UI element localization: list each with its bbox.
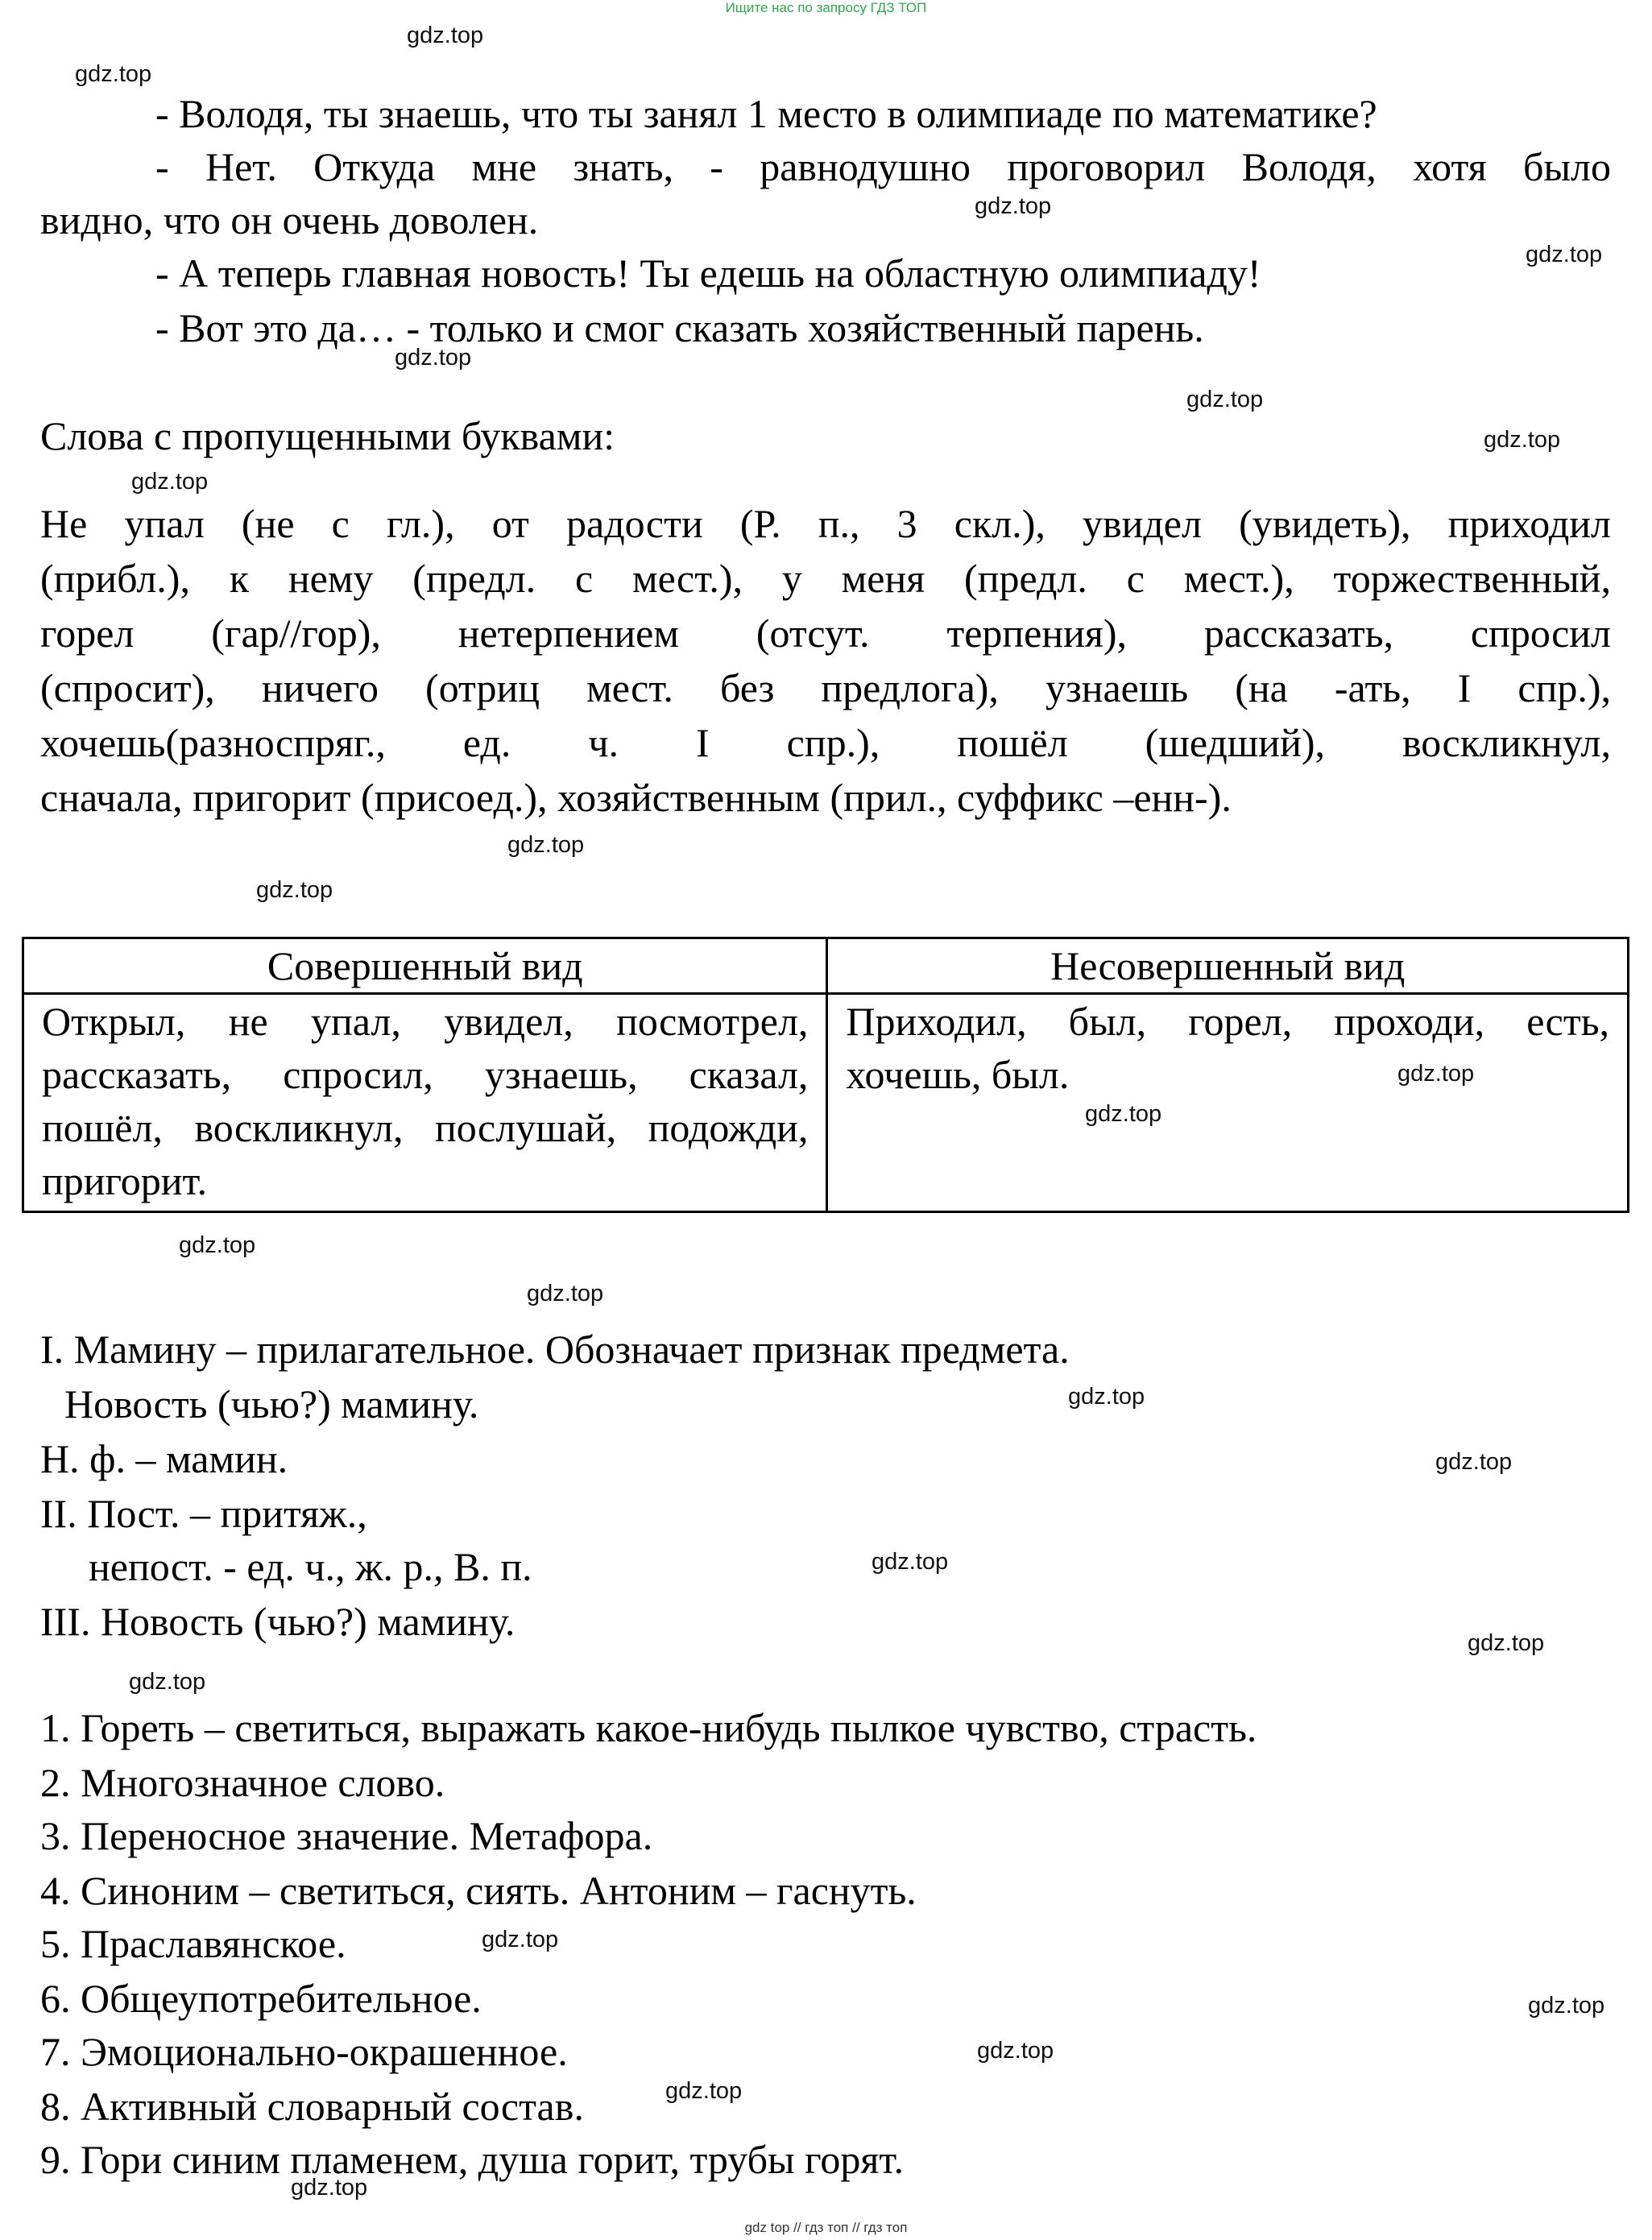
watermark: gdz.top [256,877,333,903]
word-analysis-item: 9. Гори синим пламенем, душа горит, трубы горят. [40,2137,904,2182]
word-analysis-item: 1. Гореть – светиться, выражать какое-нибудь пылкое чувство, страсть. [40,1705,1257,1750]
word-analysis-item: 5. Праславянское. [40,1921,346,1966]
watermark: gdz.top [407,23,484,48]
watermark: gdz.top [131,469,209,495]
dialogue-line: - А теперь главная новость! Ты едешь на областную олимпиаду! [155,250,1261,296]
watermark: gdz.top [1528,1993,1605,2018]
watermark: gdz.top [977,2038,1054,2064]
word-analysis-item: 6. Общеупотребительное. [40,1976,482,2021]
cell-imperfective: Приходил, был, горел, проходи, есть, хочешь, был. [827,994,1629,1212]
morph-line: I. Мамину – прилагательное. Обозначает признак предмета. [40,1327,1070,1372]
watermark: gdz.top [1186,387,1264,412]
watermark: gdz.top [1468,1630,1545,1656]
watermark: gdz.top [129,1669,206,1695]
morph-line: Новость (чью?) мамину. [64,1381,479,1426]
watermark: gdz.top [395,345,472,371]
watermark: gdz.top [1068,1384,1145,1410]
watermark: gdz.top [1435,1449,1513,1475]
morph-line: Н. ф. – мамин. [40,1436,288,1481]
dialogue-line: - Вот это да… - только и смог сказать хозяйственный парень. [155,305,1204,350]
dialogue-line: видно, что он очень доволен. [40,197,539,242]
morph-line: III. Новость (чью?) мамину. [40,1599,515,1644]
missing-letters-line: сначала, пригорит (присоед.), хозяйственным (прил., суффикс –енн-). [40,775,1232,820]
top-banner: Ищите нас по запросу ГДЗ ТОП [725,0,927,15]
watermark: gdz.top [872,1549,949,1575]
word-analysis-item: 3. Переносное значение. Метафора. [40,1813,653,1858]
section-title: Слова с пропущенными буквами: [40,413,615,458]
watermark: gdz.top [527,1281,604,1306]
morph-line: непост. - ед. ч., ж. р., В. п. [89,1544,532,1589]
watermark: gdz.top [507,832,585,858]
watermark: gdz.top [1397,1061,1475,1087]
word-analysis-item: 2. Многозначное слово. [40,1760,445,1805]
bottom-banner: gdz top // гдз топ // гдз топ [744,2220,908,2235]
morph-line: II. Пост. – притяж., [40,1491,367,1536]
missing-letters-line: горел (гар//гор), нетерпением (отсут. терпения), рассказать, спросил [40,611,1611,656]
watermark: gdz.top [665,2078,743,2104]
missing-letters-line: (спросит), ничего (отриц мест. без предлога), узнаешь (на -ать, I спр.), [40,665,1611,710]
watermark: gdz.top [1484,427,1561,453]
watermark: gdz.top [482,1927,559,1952]
missing-letters-line: хочешь(разноспряг., ед. ч. I спр.), пошёл (шедший), воскликнул, [40,720,1611,765]
dialogue-line: - Нет. Откуда мне знать, - равнодушно проговорил Володя, хотя было [155,144,1611,189]
watermark: gdz.top [179,1232,256,1258]
watermark: gdz.top [975,193,1052,219]
watermark: gdz.top [1526,242,1603,267]
missing-letters-line: Не упал (не с гл.), от радости (Р. п., 3 скл.), увидел (увидеть), приходил [40,501,1611,546]
aspect-table [22,937,1629,1213]
header-imperfective: Несовершенный вид [827,938,1629,994]
cell-perfective: Открыл, не упал, увидел, посмотрел, рассказать, спросил, узнаешь, сказал, пошёл, воскликнул, послушай, подожди, пригорит. [23,994,827,1212]
missing-letters-line: (прибл.), к нему (предл. с мест.), у меня (предл. с мест.), торжественный, [40,556,1611,601]
dialogue-line: - Володя, ты знаешь, что ты занял 1 место в олимпиаде по математике? [155,91,1377,136]
word-analysis-item: 7. Эмоционально-окрашенное. [40,2029,568,2074]
watermark: gdz.top [291,2175,368,2201]
word-analysis-item: 8. Активный словарный состав. [40,2084,584,2129]
header-perfective: Совершенный вид [23,938,827,994]
watermark: gdz.top [75,61,152,87]
word-analysis-item: 4. Синоним – светиться, сиять. Антоним – гаснуть. [40,1868,917,1913]
watermark: gdz.top [1085,1101,1162,1127]
